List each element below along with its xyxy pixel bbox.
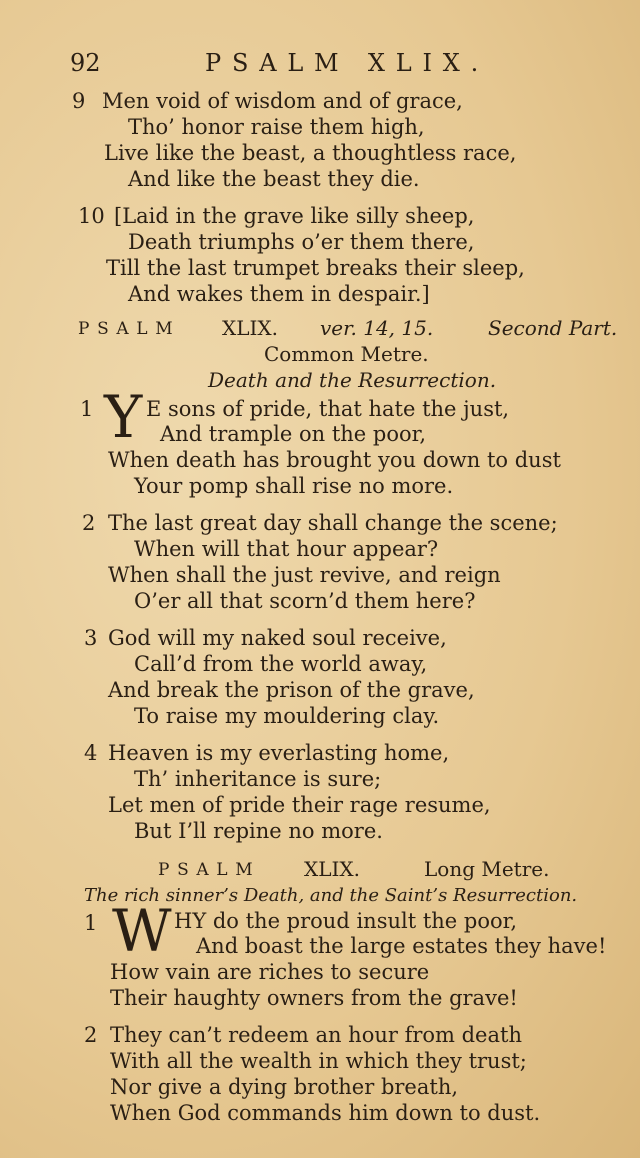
verse-line: Call’d from the world away, xyxy=(134,652,428,676)
section-subject: The rich sinner’s Death, and the Saint’s Resurrection. xyxy=(84,885,578,906)
verse-line: Death triumphs o’er them there, xyxy=(128,230,475,254)
verse-line: When will that hour appear? xyxy=(134,537,439,561)
verse-line: God will my naked soul receive, xyxy=(108,626,447,650)
verse-line: They can’t redeem an hour from death xyxy=(110,1023,522,1047)
section-subject: Death and the Resurrection. xyxy=(208,368,497,392)
verse-line: The last great day shall change the scene; xyxy=(108,511,558,535)
stanza-number: 9 xyxy=(72,89,86,113)
verse-line: With all the wealth in which they trust; xyxy=(110,1049,527,1073)
verse-line: Live like the beast, a thoughtless race, xyxy=(104,141,517,165)
verse-line: Till the last trumpet breaks their sleep, xyxy=(106,256,525,280)
running-title: PSALM XLIX. xyxy=(205,49,490,77)
verse-line: E sons of pride, that hate the just, xyxy=(146,397,510,421)
stanza-number: 2 xyxy=(84,1023,98,1047)
stanza-number: 3 xyxy=(84,626,98,650)
page-number: 92 xyxy=(70,49,101,77)
stanza-number: 2 xyxy=(82,511,96,535)
verse-line: Nor give a dying brother breath, xyxy=(110,1075,459,1099)
verse-line: To raise my mouldering clay. xyxy=(134,704,440,728)
section-title-psalm: PSALM xyxy=(78,319,181,339)
verse-line: And boast the large estates they have! xyxy=(196,934,607,958)
verse-line: And wakes them in despair.] xyxy=(128,282,430,306)
section-title-psalm: PSALM xyxy=(158,860,261,880)
verse-line: Your pomp shall rise no more. xyxy=(134,474,454,498)
section-metre: Common Metre. xyxy=(264,342,429,366)
section-title-number: XLIX. xyxy=(304,857,361,881)
verse-line: And trample on the poor, xyxy=(160,422,427,446)
verse-line: How vain are riches to secure xyxy=(110,960,430,984)
verse-line: Men void of wisdom and of grace, xyxy=(102,89,463,113)
verse-line: Th’ inheritance is sure; xyxy=(134,767,382,791)
section-title-part: Second Part. xyxy=(488,316,618,340)
drop-cap: Y xyxy=(104,383,143,451)
section-metre: Long Metre. xyxy=(424,857,550,881)
verse-line: Their haughty owners from the grave! xyxy=(110,986,518,1010)
verse-line: Tho’ honor raise them high, xyxy=(128,115,425,139)
section-title-number: XLIX. xyxy=(222,316,279,340)
verse-line: O’er all that scorn’d them here? xyxy=(134,589,476,613)
section-title-verses: ver. 14, 15. xyxy=(320,316,434,340)
verse-line: When death has brought you down to dust xyxy=(108,448,561,472)
verse-line: But I’ll repine no more. xyxy=(134,819,383,843)
verse-line: HY do the proud insult the poor, xyxy=(174,909,518,933)
stanza-number: 4 xyxy=(84,741,98,765)
verse-line: [Laid in the grave like silly sheep, xyxy=(114,204,475,228)
verse-line: When shall the just revive, and reign xyxy=(108,563,501,587)
verse-line: And like the beast they die. xyxy=(128,167,420,191)
stanza-number: 1 xyxy=(84,911,98,935)
verse-line: And break the prison of the grave, xyxy=(108,678,475,702)
verse-line: Heaven is my everlasting home, xyxy=(108,741,450,765)
stanza-number: 1 xyxy=(80,397,94,421)
stanza-number: 10 xyxy=(78,204,105,228)
verse-line: Let men of pride their rage resume, xyxy=(108,793,491,817)
drop-cap: W xyxy=(112,897,172,965)
verse-line: When God commands him down to dust. xyxy=(110,1101,541,1125)
